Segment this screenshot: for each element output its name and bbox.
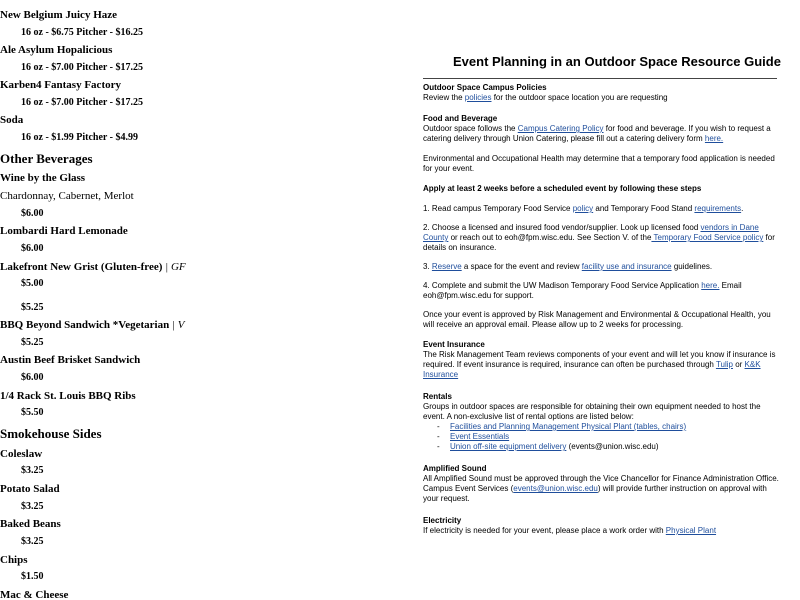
policies-text: Review the policies for the outdoor space location you are requesting <box>423 93 668 102</box>
menu-item-price: $5.50 <box>21 407 44 418</box>
step-2: 2. Choose a licensed and insured food vendor/supplier. Look up licensed food vendors in Dane County or reach out to eoh@fpm.wisc.edu. See Section V. of the Temporary Food Service policy for details on insurance. <box>423 223 775 252</box>
step-4: 4. Complete and submit the UW Madison Temporary Food Service Application here. Email eoh@fpm.wisc.edu for support. <box>423 281 742 300</box>
temp-food-policy-link[interactable]: Temporary Food Service policy <box>651 233 764 242</box>
menu-item-name: 1/4 Rack St. Louis BBQ Ribs <box>0 390 136 402</box>
food-policy-link[interactable]: policy <box>572 204 594 213</box>
menu-item-name: Lakefront New Grist (Gluten-free) | GF <box>0 261 186 273</box>
gf-tag: | GF <box>162 261 186 273</box>
requirements-link[interactable]: requirements <box>694 204 742 213</box>
menu-item-name: Soda <box>0 114 24 126</box>
menu-item-price: 16 oz - $1.99 Pitcher - $4.99 <box>21 132 139 143</box>
menu-item-name: Lombardi Hard Lemonade <box>0 225 128 237</box>
resource-guide <box>423 0 783 600</box>
rentals-heading: Rentals <box>423 392 452 401</box>
insurance-heading: Event Insurance <box>423 340 485 349</box>
menu-item-name: Karben4 Fantasy Factory <box>0 79 121 91</box>
electricity-section <box>423 516 781 536</box>
menu-item-name: Chips <box>0 554 28 566</box>
events-email-link[interactable]: events@union.wisc.edu <box>513 484 598 493</box>
list-item <box>423 422 781 432</box>
menu-item-price: $6.00 <box>21 372 44 383</box>
facility-use-link[interactable]: facility use and insurance <box>581 262 672 271</box>
menu-item-name: Austin Beef Brisket Sandwich <box>0 354 141 366</box>
vendors-link[interactable]: vendors in Dane County <box>423 223 759 242</box>
food-text: Outdoor space follows the Campus Catering Policy for food and beverage. If you wish to request a catering delivery through Union Catering, please fill out a catering delivery form here. <box>423 124 771 143</box>
menu-item-desc: Chardonnay, Cabernet, Merlot <box>0 190 134 202</box>
page-title: Event Planning in an Outdoor Space Resource Guide <box>453 54 781 69</box>
food-heading: Food and Beverage <box>423 114 498 123</box>
menu-item-price: $5.25 <box>21 337 44 348</box>
step-3: 3. Reserve a space for the event and review facility use and insurance guidelines. <box>423 262 713 271</box>
env-text: Environmental and Occupational Health may determine that a temporary food application is needed for your event. <box>423 154 775 173</box>
rentals-list <box>423 422 781 452</box>
rentals-text: Groups in outdoor spaces are responsible for obtaining their own equipment needed to host the event. A non-exclusive list of rental options are listed below: <box>423 402 761 421</box>
menu-item-name: Wine by the Glass <box>0 172 86 184</box>
insurance-section <box>423 340 781 380</box>
menu-item-name: New Belgium Juicy Haze <box>0 9 118 21</box>
menu-item-name: Coleslaw <box>0 448 43 460</box>
insurance-text: The Risk Management Team reviews components of your event and will let you know if insurance is required. If event insurance is required, insurance can often be purchased through Tulip or K&K Insurance <box>423 350 776 379</box>
catering-policy-link[interactable]: Campus Catering Policy <box>517 124 604 133</box>
fpm-link[interactable]: Facilities and Planning Management Physical Plant (tables, chairs) <box>450 422 687 431</box>
menu-item-price: $3.25 <box>21 536 44 547</box>
physical-plant-link[interactable]: Physical Plant <box>665 526 717 535</box>
policies-link[interactable]: policies <box>464 93 492 102</box>
title-divider <box>423 78 777 79</box>
tulip-link[interactable]: Tulip <box>715 360 733 369</box>
policies-section <box>423 83 781 103</box>
electricity-heading: Electricity <box>423 516 462 525</box>
vegetarian-tag: | V <box>169 319 185 331</box>
menu-item-price: $3.25 <box>21 501 44 512</box>
menu-item-price: $5.25 <box>21 302 44 313</box>
reserve-link[interactable]: Reserve <box>431 262 462 271</box>
step-1: 1. Read campus Temporary Food Service policy and Temporary Food Stand requirements. <box>423 204 744 213</box>
approval-text: Once your event is approved by Risk Management and Environmental & Occupational Health, you will receive an approval email. Please allow up to 2 weeks for processing. <box>423 310 771 329</box>
menu-item-name: Baked Beans <box>0 518 61 530</box>
food-section <box>423 114 781 144</box>
list-item: - Union off-site equipment delivery (events@union.wisc.edu) <box>423 442 781 452</box>
policies-heading: Outdoor Space Campus Policies <box>423 83 547 92</box>
event-essentials-link[interactable]: Event Essentials <box>450 432 510 441</box>
menu-item-price: $3.25 <box>21 465 44 476</box>
menu-item-price: 16 oz - $6.75 Pitcher - $16.25 <box>21 27 144 38</box>
menu-item-price: $5.00 <box>21 278 44 289</box>
rentals-section <box>423 392 781 452</box>
section-title: Smokehouse Sides <box>0 426 102 441</box>
menu-item-price: $6.00 <box>21 243 44 254</box>
sound-section <box>423 464 781 504</box>
kk-insurance-link[interactable]: K&K Insurance <box>423 360 761 379</box>
list-item <box>423 432 781 442</box>
apply-heading: Apply at least 2 weeks before a scheduled event by following these steps <box>423 184 702 193</box>
catering-form-link[interactable]: here. <box>704 134 724 143</box>
menu-item-name: BBQ Beyond Sandwich *Vegetarian | V <box>0 319 185 331</box>
application-link[interactable]: here. <box>701 281 720 290</box>
menu-item-name: Potato Salad <box>0 483 60 495</box>
sound-heading: Amplified Sound <box>423 464 487 473</box>
menu-item-price: 16 oz - $7.00 Pitcher - $17.25 <box>21 62 144 73</box>
union-equipment-link[interactable]: Union off-site equipment delivery <box>450 442 567 451</box>
sound-text: All Amplified Sound must be approved through the Vice Chancellor for Finance Administration Office. Campus Event Services (events@union.wisc.edu) will provide further instruction on approval with your request. <box>423 474 779 503</box>
menu-item-price: $6.00 <box>21 208 44 219</box>
menu-item-price: 16 oz - $7.00 Pitcher - $17.25 <box>21 97 144 108</box>
section-title: Other Beverages <box>0 151 93 166</box>
menu-item-name: Ale Asylum Hopalicious <box>0 44 113 56</box>
electricity-text: If electricity is needed for your event, please place a work order with Physical Plant <box>423 526 717 535</box>
menu-item-price: $1.50 <box>21 571 44 582</box>
menu-item-name: Mac & Cheese <box>0 589 69 600</box>
